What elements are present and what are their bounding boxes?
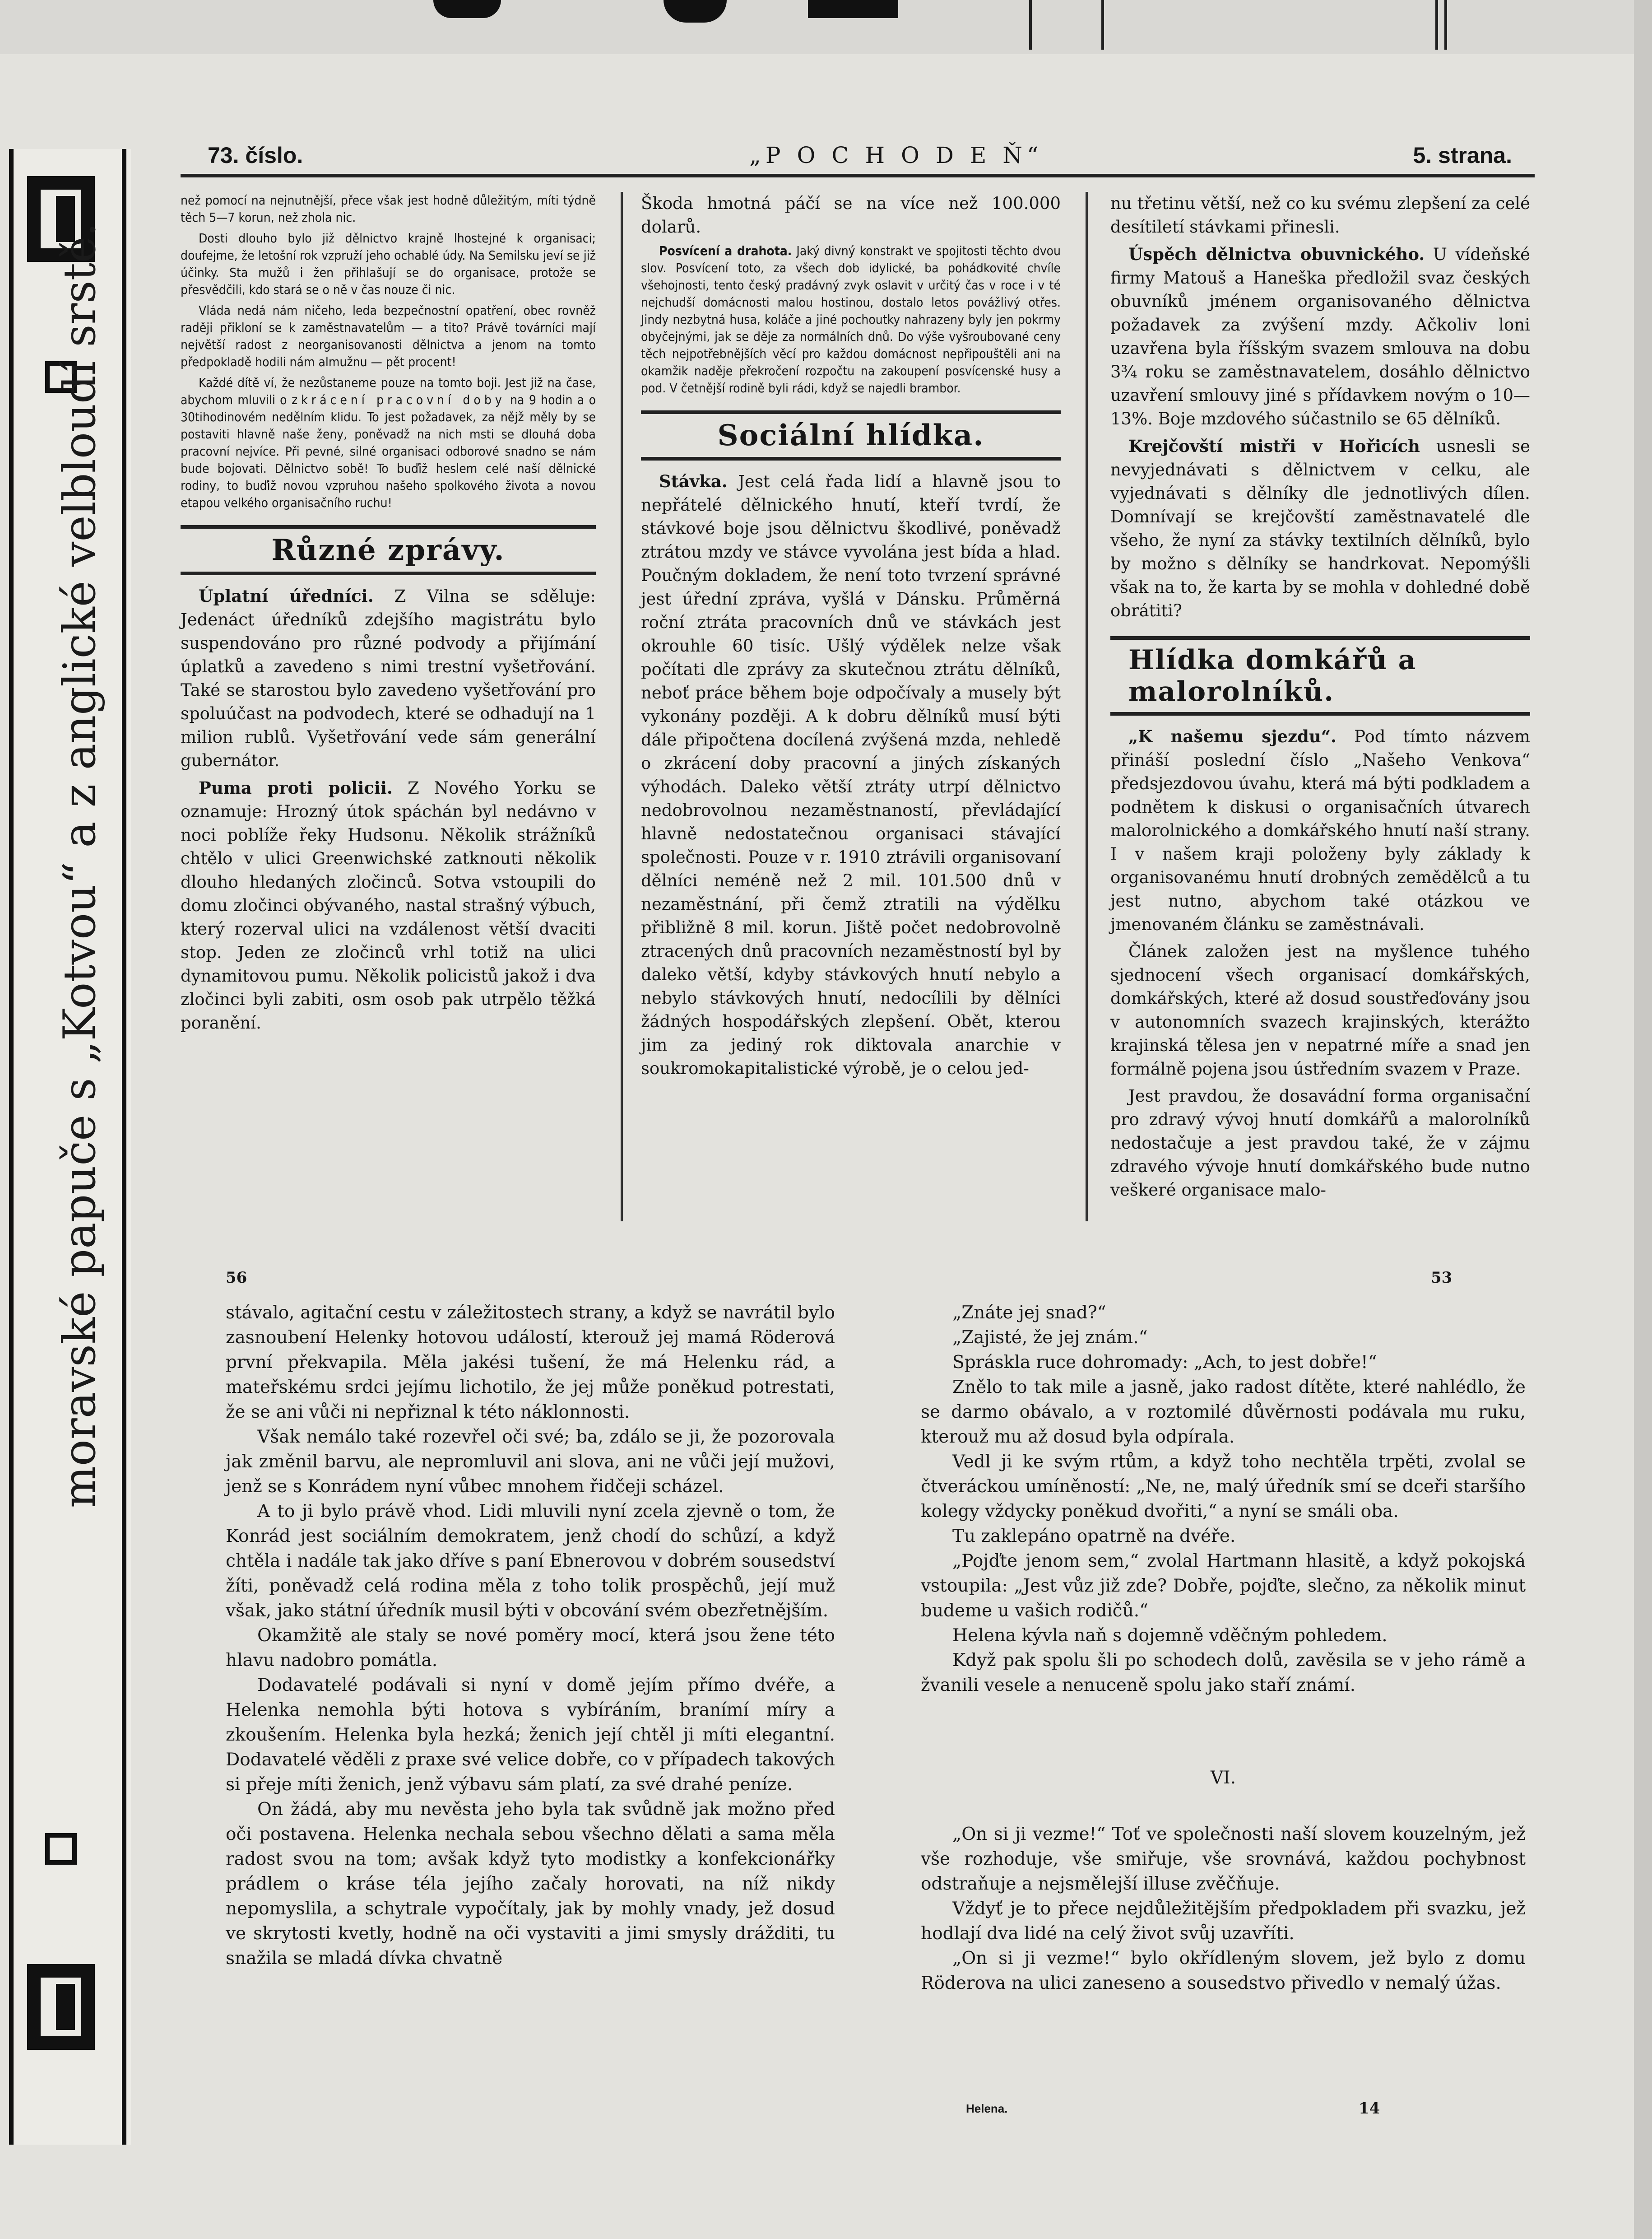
ad-logo-icon (27, 1964, 95, 2050)
paragraph: Však nemálo také rozevřel oči své; ba, zdálo se ji, že pozorovala jak změnil barvu, ale nepromluvil ani slova, ani ne vůči její mužovi, jenž se s Konrádem nyní vůbec mnohem řidčeji scházel. (226, 1427, 835, 1497)
novel-right-page (921, 1300, 1526, 1996)
margin-ad-text: moravské papuče s „Kotvou“ a z anglické velbloudí srstě. (54, 222, 106, 1508)
header-rule (181, 174, 1535, 177)
issue-number: 73. číslo. (208, 143, 303, 168)
paragraph: „Pojďte jenom sem,“ zvolal Hartmann hlasitě, a když pokojská vstoupila: „Jest vůz již zde? Dobře, pojďte, slečno, za několik minut budeme u vašich rodičů.“ (921, 1551, 1526, 1621)
section-heading: Sociální hlídka. (641, 410, 1061, 461)
paragraph: Když pak spolu šli po schodech dolů, zavěsila se v jeho rámě a žvanili vesele a nenuceně spolu jako staří známí. (921, 1650, 1526, 1695)
page-number: 5. strana. (1413, 143, 1512, 168)
paragraph: „On si ji vezme!“ bylo okřídleným slovem, jež bylo z domu Röderova na ulici zaneseno a sousedstvo přivedlo v nemalý úžas. (921, 1948, 1526, 1993)
paragraph: „Zajisté, že jej znám.“ (952, 1327, 1148, 1348)
paragraph: Znělo to tak mile a jasně, jako radost dítěte, které nahlédlo, že se darmo obávalo, a v roztomilé důvěrnosti podávala mu ruku, kterouž mu až dosud byla odpírala. (921, 1377, 1526, 1447)
page-header (181, 135, 1535, 172)
paragraph: Okamžitě ale staly se nové poměry mocí, která jsou žene této hlavu nadobro pomátla. (226, 1625, 835, 1671)
paragraph: stávalo, agitační cestu v záležitostech strany, a když se navrátil bylo zasnoubení Helenky hotovou událostí, kterouž jej mamá Röderová první překvapila. Měla jakési tušení, že má Helenku rád, a mateřskému srdci jejímu lichotilo, že jej může poněkud potrestati, že se ani vůči ni nepřiznal k této náklonnosti. (226, 1303, 835, 1422)
newspaper-title: „P O C H O D E Ň“ (749, 142, 1043, 168)
paragraph: „On si ji vezme!“ Toť ve společnosti naší slovem kouzelným, jež vše rozhoduje, vše smiřuje, vše srovnává, každou pochybnost odstraňuje a nejsmělejší illuse zvěčňuje. (921, 1824, 1526, 1894)
paragraph: Jest pravdou, že dosavádní forma organisační pro zdravý vývoj hnutí domkářů a malorolníků nedostačuje a jest pravdou také, že v zájmu zdravého vývoje hnutí domkářského bude nutno veškeré organisace malo- (1110, 1086, 1530, 1200)
paragraph: Každé dítě ví, že nezůstaneme pouze na tomto boji. Jest již na čase, abychom mluvili o zkrácení pracovní doby na 9 hodin a o 30tihodinovém nedělním klidu. To jest požadavek, za nějž měly by se postaviti hlavně naše ženy, poněvadž na nich msti se dlouhá doba pracovní nejvíce. Při pevné, silné organisaci odborové snadno se nám bude bojovati. Dělnictvo sobě! To buďiž heslem celé naší dělnické rodiny, to buďiž novou vzpruhou našeho spolkového života a novou etapou velkého organisačního ruchu! (181, 375, 596, 510)
left-page-number: 56 (226, 1269, 247, 1287)
chapter-heading: VI. (1211, 1768, 1236, 1788)
section-heading: Různé zprávy. (181, 525, 596, 575)
right-page-edge (1634, 0, 1652, 2239)
paragraph: Škoda hmotná páčí se na více než 100.000 dolarů. (641, 194, 1061, 237)
newspaper-page (181, 135, 1535, 1228)
paragraph: než pomocí na nejnutnější, přece však jest hodně důležitým, míti týdně těch 5—7 korun, než zhola nic. (181, 193, 596, 225)
paragraph: Spráskla ruce dohromady: „Ach, to jest dobře!“ (952, 1352, 1377, 1373)
column-divider (621, 192, 623, 1221)
paragraph: Vedl ji ke svým rtům, a když toho nechtěla trpěti, zvolal se čtveráckou umíněností: „Ne, ne, malý úředník smí se dceři staršího kolegy vždycky poněkud dvořiti,“ a nyní se smáli oba. (921, 1452, 1526, 1522)
ad-square-icon (45, 1833, 77, 1865)
section-heading: Hlídka domkářů a malorolníků. (1110, 636, 1530, 716)
running-footer-number: 14 (1359, 2099, 1380, 2118)
paragraph: Tu zaklepáno opatrně na dvéře. (952, 1526, 1236, 1546)
column-2 (641, 192, 1061, 1084)
column-divider (1086, 192, 1088, 1221)
news-item: „K našemu sjezdu“. Pod tímto názvem přináší poslední číslo „Našeho Venkova“ předsjezdovou úvahu, která má býti podkladem a podnětem k diskusi o organisačních útvarech malorolnického a domkářského hnutí naší strany. I v našem kraji položeny byly základy k organisovanému hnutí drobných zemědělců a tu jest nutno, abychom také otázkou ve jmenovaném článku se zaměstnávali. (1110, 726, 1530, 934)
right-page-number: 53 (1431, 1269, 1452, 1287)
novel-left-page (226, 1300, 835, 1971)
previous-page-edge (0, 0, 1652, 54)
news-item: Puma proti policii. Z Nového Yorku se oznamuje: Hrozný útok spáchán byl nedávno v noci poblíže řeky Hudsonu. Několik strážníků chtělo v ulici Greenwichské zatknouti několik dlouho hledaných zločinců. Sotva vstoupili do domu zločinci obývaného, nastal strašný výbuch, který rozerval ulici na vzdálenost větší dvaciti stop. Jeden ze zločinců vrhl totiž na ulici dynamitovou pumu. Několik policistů jakož i dva zločinci byli zabiti, osm osob pak utrpělo těžká poranění. (181, 778, 596, 1033)
paragraph: Vláda nedá nám ničeho, leda bezpečnostní opatření, obec rovněž raději přikloní se k zaměstnavatelům — a tito? Právě továrníci mají největší radost z neorganisovanosti dělnictva a jenom na tomto předpokladě hodili nám almužnu — pět procent! (181, 303, 596, 369)
paragraph: Dosti dlouho bylo již dělnictvo krajně lhostejné k organisaci; doufejme, že letošní rok vzpruží jeho ochablé údy. Na Semilsku jeví se již účinky. Sta mužů i žen přihlašují se do organisace, protože se přesvědčili, kdo stará se o ně v čas nouze či nic. (181, 231, 596, 297)
paragraph: Dodavatelé podávali si nyní v domě jejím přímo dvéře, a Helenka nemohla býti hotova s vybíráním, branímí míry a zkoušením. Helenka byla hezká; ženich její chtěl ji míti elegantní. Dodavatelé věděli z praxe své velice dobře, co v případech takových si přeje míti ženich, jenž výbavu sám platí, za své drahé peníze. (226, 1675, 835, 1795)
paragraph: Helena kývla naň s dojemně vděčným pohledem. (952, 1625, 1387, 1646)
paragraph: A to ji bylo právě vhod. Lidi mluvili nyní zcela zjevně o tom, že Konrád jest sociálním demokratem, jenž chodí do schůzí, a když chtěla i nadále tak jako dříve s paní Ebnerovou v dobrém sousedství žíti, poněvadž celá rodina měla z toho tolik prospěchů, její muž však, jako státní úředník musil býti v obcování svém obezřetnějším. (226, 1501, 835, 1621)
paragraph: Vždyť je to přece nejdůležitějším předpokladem při svazku, jež hodlají dva lidé na celý život svůj uzavříti. (921, 1899, 1526, 1944)
paragraph: Článek založen jest na myšlence tuhého sjednocení všech organisací domkářských, domkářských, které až dosud soustřeďovány jsou v autonomních svazech krajinských, kterážto krajinská tělesa jen v nepatrné míře a snad jen formálně pojena jsou ústředním svazem v Praze. (1110, 942, 1530, 1079)
news-item: Krejčovští mistři v Hořicích usnesli se nevyjednávati s dělnictvem v celku, ale vyjednávati s dělníky dle jednotlivých dílen. Domnívají se krejčovští zaměstnavatelé dle všeho, že nyní za stávky textilních dělníků, bylo by možno s dělníky se handrkovat. Nepomýšli však na to, že karta by se mohla v dohledné době obrátiti? (1110, 436, 1530, 620)
column-1 (181, 192, 596, 1038)
running-footer-title: Helena. (966, 2102, 1008, 2115)
column-3 (1110, 192, 1530, 1206)
news-item: Stávka. Jest celá řada lidí a hlavně jsou to nepřátelé dělnického hnutí, kteří tvrdí, že stávkové boje jsou dělnictvu škodlivé, poněvadž ztrátou mzdy ve stávce vyvolána jest bída a hlad. Poučným dokladem, že není toto tvrzení správné jest úřední zpráva, vyšlá v Dánsku. Průměrná roční ztráta pracovních dnů ve stávkách jest okrouhle 60 tisíc. Ušlý výdělek nelze však počítati dle zprávy za skutečnou ztrátu dělníků, neboť práce během boje odpočívaly a musely být vykonány později. A k dobru dělníků musí býti dále připočtena docílená zvýšená mzda, nehledě o zkrácení doby pracovní a jiných získaných výhodách. Daleko větší ztráty utrpí dělnictvo nedobrovolnou nezaměstnaností, převládající hlavně nedostatečnou organisaci stávající společnosti. Pouze v r. 1910 ztrávili organisovaní dělníci neméně než 2 mil. 101.500 dnů v nezaměstnání, při čemž ztratili na výdělku přibližně 8 mil. korun. Jiště počet nedobrovolně ztracených dnů pracovních nezaměstností byl by daleko větší, kdyby stávkových hnutí nebylo a nebylo stávkových hnutí, nedocílili by dělníci žádných hospodářských zlepšení. Obět, kterou jim za jediný rok diktovala anarchie v soukromokapitalistické výrobě, je o celou jed- (641, 471, 1061, 1078)
paragraph: „Znáte jej snad?“ (952, 1303, 1106, 1323)
paragraph: nu třetinu větší, než co ku svému zlepšení za celé desítiletí stávkami přinesli. (1110, 194, 1530, 237)
news-item: Úplatní úředníci. Z Vilna se sděluje: Jedenáct úředníků zdejšího magistrátu bylo suspendováno pro různé podvody a přijímání úplatků a zavedeno s nimi trestní vyšetřování. Také se starostou bylo zavedeno vyšetřování pro spoluúčast na podvodech, které se odhadují na 1 milion rublů. Vyšetřování vede sám generální gubernátor. (181, 586, 596, 770)
news-item: Posvícení a drahota. Jaký divný konstrakt ve spojitosti těchto dvou slov. Posvícení toto, za všech dob idylické, ba pohádkovité chvíle všehojnosti, tento český pradávný zvyk oslavit v určitý čas v roce i v té nejchudší domácnosti malou hostinou, dostalo letos povážlivý otřes. Jindy nezbytná husa, koláče a jiné pochoutky nahrazeny byly jen pokrmy obyčejnými, jak se děje za normálních dnů. Do výše vyšroubované ceny těch nejpotřebnějších věcí pro každou domácnost nepřipouštěli ani na okamžik naděje překročení rozpočtu na zakoupení posvícenské husy a pod. V četnější rodině byli rádi, když se najedli brambor. (641, 243, 1061, 396)
news-item: Úspěch dělnictva obuvnického. U vídeňské firmy Matouš a Haneška předložil svaz českých obuvníků jménem organisovaného dělnictva požadavek za zvýšení mzdy. Ačkoliv loni uzavřena byla říšským svazem smlouva na dobu 3¾ roku se zaměstnavatelem, dosáhlo dělnictvo uzavření smlouvy jiné s přídavkem novým o 10—13%. Boje mzdového súčastnilo se 65 dělníků. (1110, 244, 1530, 428)
paragraph: On žádá, aby mu nevěsta jeho byla tak svůdně jak možno před oči postavena. Helenka nechala sebou všechno dělati a sama měla radost svou na tom; avšak když tyto modistky a konfekcionářky prádlem o kráse téla jejího začaly horovati, na níž nikdy nepomyslila, a schytrale vypočítaly, jak by mohly vnady, jež dosud ve skrytosti kvetly, hodně na oči vystaviti a jimi smysly drážditi, tu snažila se mladá dívka chvatně (226, 1799, 835, 1969)
